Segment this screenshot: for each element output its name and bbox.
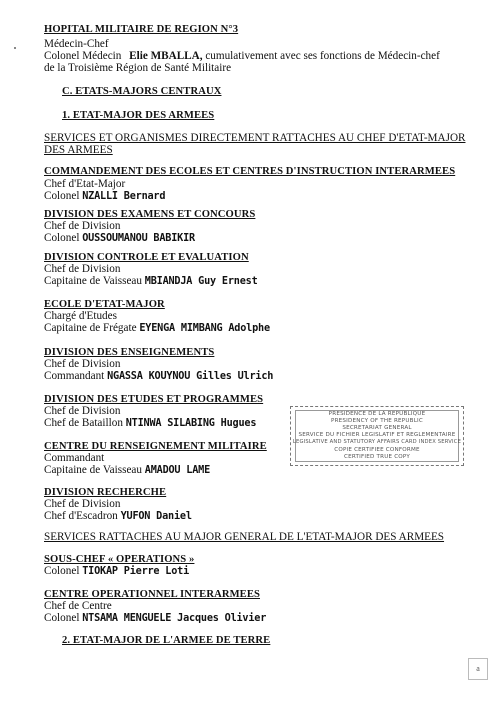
stamp-line: PRESIDENCY OF THE REPUBLIC: [331, 418, 423, 424]
hopital-note-1: cumulativement avec ses fonctions de Médecin-chef: [205, 50, 440, 62]
services-chef-heading-1: SERVICES ET ORGANISMES DIRECTEMENT RATTACHES AU CHEF D'ETAT-MAJOR: [44, 132, 466, 144]
unit-name: MBIANDJA Guy Ernest: [144, 276, 258, 287]
stamp-line: COPIE CERTIFIEE CONFORME: [334, 447, 420, 453]
unit-rank: Colonel: [44, 190, 80, 202]
unit-name: NGASSA KOUYNOU Gilles Ulrich: [107, 371, 274, 382]
unit-rank: Colonel: [44, 612, 80, 624]
unit-name: OUSSOUMANOU BABIKIR: [82, 233, 195, 244]
section-1-heading: 1. ETAT-MAJOR DES ARMEES: [62, 110, 215, 121]
unit-holder: [44, 510, 192, 523]
unit-name: NTSAMA MENGUELE Jacques Olivier: [82, 613, 267, 624]
hopital-role: Médecin-Chef: [44, 38, 109, 50]
certification-stamp: [290, 406, 464, 466]
unit-rank: Capitaine de Frégate: [44, 322, 137, 334]
unit-holder: [44, 275, 258, 288]
unit-title: DIVISION RECHERCHE: [44, 487, 167, 498]
unit-title: CENTRE OPERATIONNEL INTERARMEES: [44, 589, 260, 600]
unit-rank: Colonel: [44, 232, 80, 244]
stamp-line: PRESIDENCE DE LA REPUBLIQUE: [328, 411, 426, 417]
hopital-rank: Colonel Médecin: [44, 50, 122, 62]
unit-role: Chef d'Etat-Major: [44, 178, 126, 190]
unit-name: NTINWA SILABING Hugues: [125, 418, 257, 429]
unit-holder: [44, 565, 189, 578]
stamp-line: SECRETARIAT GENERAL: [342, 425, 412, 431]
unit-role: Chef de Division: [44, 498, 121, 510]
unit-role: Chef de Division: [44, 358, 121, 370]
unit-name: NZALLI Bernard: [82, 191, 166, 202]
section-2-heading: 2. ETAT-MAJOR DE L'ARMEE DE TERRE: [62, 635, 271, 646]
page-number: a: [476, 664, 480, 673]
unit-rank: Chef d'Escadron: [44, 510, 118, 522]
hopital-name: Elie MBALLA,: [129, 50, 203, 62]
unit-title: COMMANDEMENT DES ECOLES ET CENTRES D'INSTRUCTION INTERARMEES: [44, 166, 456, 177]
unit-holder: [44, 322, 270, 335]
unit-title: ECOLE D'ETAT-MAJOR: [44, 299, 165, 310]
unit-holder: [44, 190, 165, 203]
stamp-line: CERTIFIED TRUE COPY: [344, 454, 410, 460]
unit-rank: Chef de Bataillon: [44, 417, 123, 429]
unit-title: DIVISION DES EXAMENS ET CONCOURS: [44, 209, 256, 220]
unit-name: YUFON Daniel: [120, 511, 192, 522]
unit-name: EYENGA MIMBANG Adolphe: [139, 323, 270, 334]
unit-title: DIVISION CONTROLE ET EVALUATION: [44, 252, 249, 263]
unit-title: SOUS-CHEF « OPERATIONS »: [44, 554, 195, 565]
section-c-heading: C. ETATS-MAJORS CENTRAUX: [62, 86, 222, 97]
services-chef-heading-2: DES ARMEES: [44, 144, 113, 156]
unit-role: Commandant: [44, 452, 105, 464]
unit-role: Chef de Division: [44, 220, 121, 232]
hopital-note-2: de la Troisième Région de Santé Militaire: [44, 62, 232, 74]
unit-role: Chef de Division: [44, 405, 121, 417]
services-major-heading: SERVICES RATTACHES AU MAJOR GENERAL DE L'ETAT-MAJOR DES ARMEES: [44, 531, 445, 543]
unit-holder: [44, 370, 273, 383]
stamp-line: SERVICE DU FICHIER LEGISLATIF ET REGLEMENTAIRE: [298, 432, 456, 438]
unit-holder: [44, 417, 256, 430]
unit-role: Chargé d'Etudes: [44, 310, 117, 322]
unit-name: AMADOU LAME: [144, 465, 211, 476]
unit-rank: Commandant: [44, 370, 105, 382]
unit-title: DIVISION DES ETUDES ET PROGRAMMES: [44, 394, 264, 405]
unit-rank: Capitaine de Vaisseau: [44, 464, 142, 476]
unit-holder: [44, 232, 195, 245]
stamp-line: LEGISLATIVE AND STATUTORY AFFAIRS CARD INDEX SERVICE: [292, 439, 462, 445]
unit-rank: Colonel: [44, 565, 80, 577]
page-number-box: [468, 658, 488, 680]
unit-name: TIOKAP Pierre Loti: [82, 566, 190, 577]
unit-holder: [44, 464, 210, 477]
unit-title: DIVISION DES ENSEIGNEMENTS: [44, 347, 215, 358]
scan-speck: [14, 47, 16, 49]
hopital-title: HOPITAL MILITAIRE DE REGION N°3: [44, 24, 239, 35]
unit-rank: Capitaine de Vaisseau: [44, 275, 142, 287]
unit-title: CENTRE DU RENSEIGNEMENT MILITAIRE: [44, 441, 267, 452]
unit-role: Chef de Division: [44, 263, 121, 275]
unit-role: Chef de Centre: [44, 600, 112, 612]
unit-holder: [44, 612, 266, 625]
